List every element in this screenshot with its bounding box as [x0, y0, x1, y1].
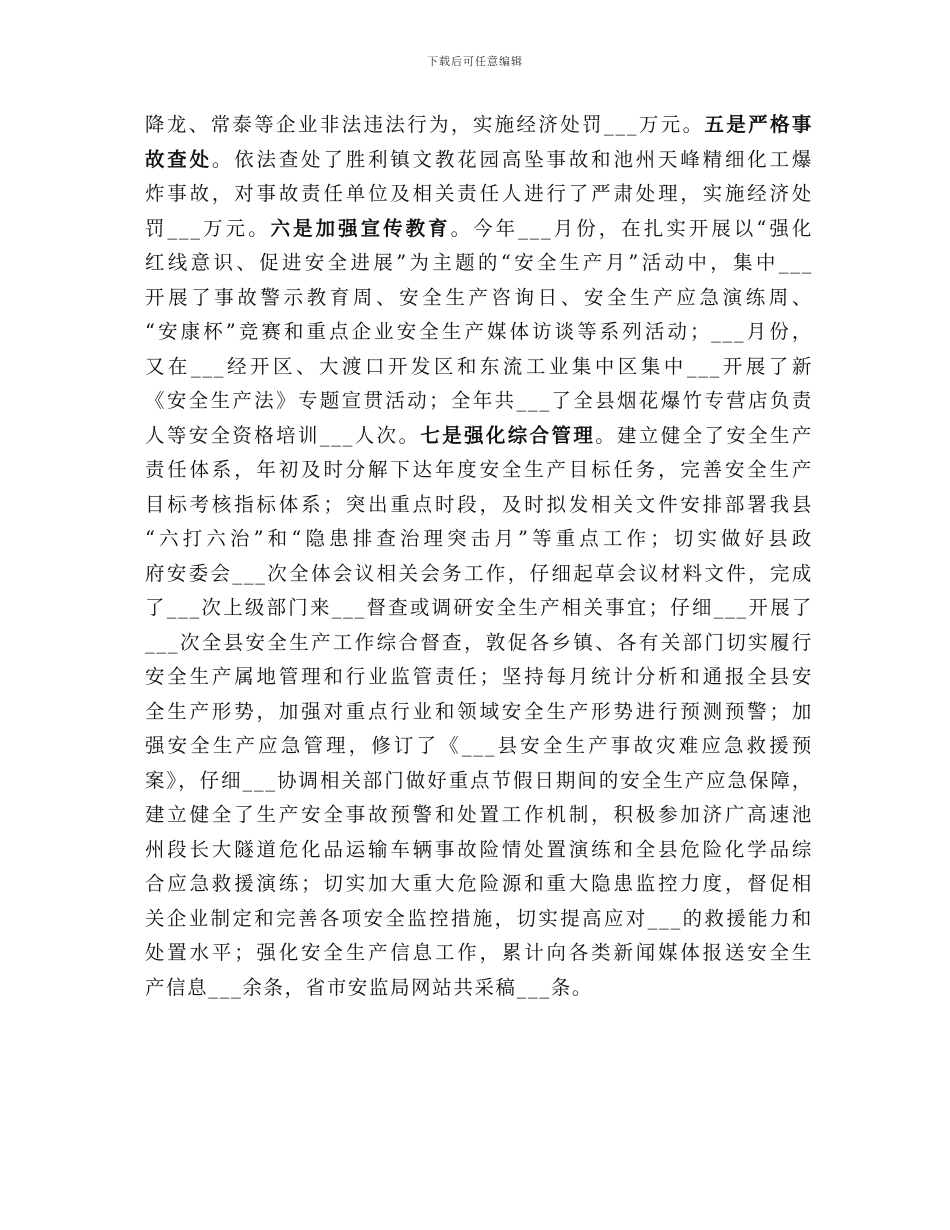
- text-run: 州段长大隧道危化品运输车辆事故险情处置演练和全县危险化学品综: [145, 837, 813, 861]
- text-line: [145, 108, 813, 143]
- text-run: 人等安全资格培训___人次。: [145, 423, 421, 447]
- text-line: [145, 453, 813, 488]
- text-run: 。今年___月份，在扎实开展以“强化: [450, 216, 813, 240]
- text-line: [145, 522, 813, 557]
- text-run: 罚___万元。: [145, 216, 271, 240]
- text-run: 建立健全了生产安全事故预警和处置工作机制，积极参加济广高速池: [145, 803, 813, 826]
- text-line: [145, 971, 813, 1006]
- text-line: [145, 246, 813, 281]
- body-paragraph: [145, 108, 813, 1005]
- text-line: [145, 936, 813, 971]
- text-run: 全生产形势，加强对重点行业和领域安全生产形势进行预测预警；加: [145, 699, 813, 723]
- text-run: “六打六治”和“隐患排查治理突击月”等重点工作；切实做好县政: [145, 527, 813, 550]
- text-run: 。建立健全了安全生产: [595, 423, 813, 447]
- bold-heading-text: 五是严格事: [704, 113, 813, 136]
- text-line: [145, 867, 813, 902]
- text-run: 合应急救援演练；切实加大重大危险源和重大隐患监控力度，督促相: [145, 872, 813, 895]
- text-line: [145, 350, 813, 385]
- text-line: [145, 177, 813, 212]
- text-line: [145, 833, 813, 868]
- text-run: 责任体系，年初及时分解下达年度安全生产目标任务，完善安全生产: [145, 458, 813, 481]
- text-run: ___次全县安全生产工作综合督查，敦促各乡镇、各有关部门切实履行: [145, 630, 813, 654]
- page-header: 下载后可任意编辑: [427, 55, 523, 68]
- text-run: 产信息___余条，省市安监局网站共采稿___条。: [145, 975, 594, 999]
- bold-heading-text: 六是加强宣传教育: [270, 216, 451, 240]
- text-line: [145, 212, 813, 247]
- text-line: [145, 591, 813, 626]
- text-run: 安全生产属地管理和行业监管责任；坚持每月统计分析和通报全县安: [145, 665, 813, 688]
- bold-heading-text: 七是强化综合管理: [420, 423, 596, 447]
- text-run: 目标考核指标体系；突出重点时段，及时拟发相关文件安排部署我县: [145, 492, 813, 516]
- text-line: [145, 315, 813, 350]
- text-run: 开展了事故警示教育周、安全生产咨询日、安全生产应急演练周、: [145, 285, 813, 309]
- text-line: [145, 729, 813, 764]
- text-line: [145, 902, 813, 937]
- text-run: 强安全生产应急管理，修订了《___县安全生产事故灾难应急救援预: [145, 734, 813, 757]
- text-run: 红线意识、促进安全进展”为主题的“安全生产月”活动中，集中___: [145, 251, 813, 274]
- text-line: [145, 695, 813, 730]
- text-run: 关企业制定和完善各项安全监控措施，切实提高应对___的救援能力和: [145, 906, 813, 930]
- bold-heading-text: 故查处: [145, 147, 212, 171]
- text-run: 炸事故，对事故责任单位及相关责任人进行了严肃处理，实施经济处: [145, 182, 813, 205]
- text-line: [145, 384, 813, 419]
- text-run: 案》，仔细___协调相关部门做好重点节假日期间的安全生产应急保障，: [145, 768, 813, 792]
- text-line: [145, 488, 813, 523]
- text-run: 府安委会___次全体会议相关会务工作，仔细起草会议材料文件，完成: [145, 561, 813, 585]
- text-line: [145, 798, 813, 833]
- text-line: [145, 143, 813, 178]
- text-run: 。依法查处了胜利镇文教花园高坠事故和池州天峰精细化工爆: [211, 147, 813, 171]
- text-run: 降龙、常泰等企业非法违法行为，实施经济处罚___万元。: [145, 113, 705, 136]
- text-line: [145, 764, 813, 799]
- text-line: [145, 557, 813, 592]
- text-run: 又在___经开区、大渡口开发区和东流工业集中区集中___开展了新: [145, 354, 813, 378]
- text-run: 《安全生产法》专题宣贯活动；全年共___了全县烟花爆竹专营店负责: [145, 389, 813, 412]
- text-line: [145, 281, 813, 316]
- text-line: [145, 626, 813, 661]
- text-run: 处置水平；强化安全生产信息工作，累计向各类新闻媒体报送安全生: [145, 941, 813, 964]
- text-run: “安康杯”竞赛和重点企业安全生产媒体访谈等系列活动；___月份，: [145, 320, 813, 343]
- text-run: 了___次上级部门来___督查或调研安全生产相关事宜；仔细___开展了: [145, 596, 813, 619]
- text-line: [145, 660, 813, 695]
- text-line: [145, 419, 813, 454]
